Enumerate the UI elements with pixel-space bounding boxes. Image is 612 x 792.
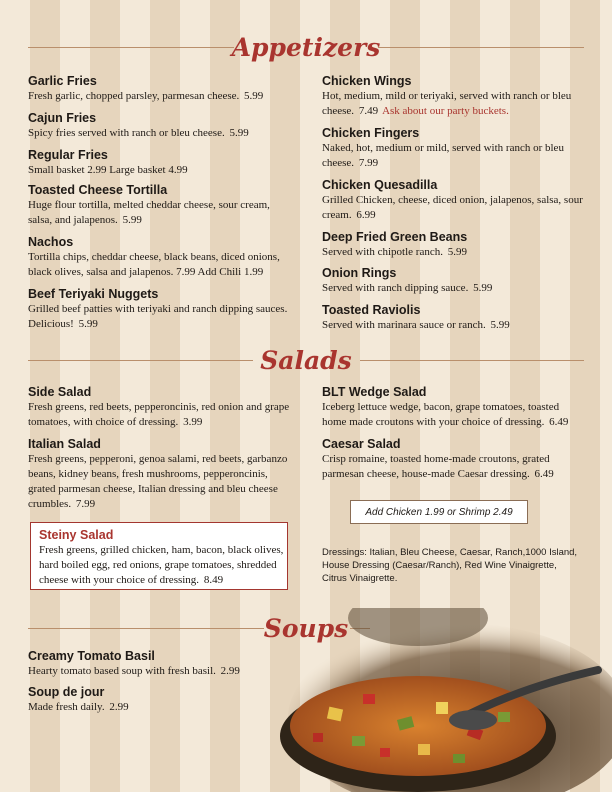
section-title-appetizers: Appetizers [231, 33, 381, 62]
menu-item [28, 234, 288, 280]
menu-item [322, 229, 584, 260]
item-desc: Hearty tomato based soup with fresh basil. 2.99 [28, 665, 240, 677]
menu-item [322, 436, 584, 482]
item-name: Beef Teriyaki Nuggets [28, 287, 159, 301]
item-name: Cajun Fries [28, 111, 97, 125]
item-desc: Spicy fries served with ranch or bleu cheese. 5.99 [28, 127, 249, 139]
featured-salad-box [30, 522, 288, 590]
salads-header [0, 346, 612, 376]
menu-item [28, 73, 288, 104]
item-desc: Fresh greens, grilled chicken, ham, bacon, black olives, hard boiled egg, red onions, grape tomatoes, shredded cheese with your choice of dressing. 8.49 [39, 544, 284, 586]
menu-item [322, 73, 584, 119]
soup-bowl-photo [268, 608, 612, 792]
item-desc: Fresh garlic, chopped parsley, parmesan cheese. 5.99 [28, 90, 264, 102]
appetizers-header [0, 33, 612, 63]
menu-item [322, 125, 584, 171]
menu-item [28, 436, 290, 512]
menu-item [28, 648, 288, 679]
menu-item [322, 177, 584, 223]
menu-item [28, 384, 290, 430]
item-desc: Huge flour tortilla, melted cheddar cheese, sour cream, salsa, and jalapenos. 5.99 [28, 199, 270, 226]
item-name: Soup de jour [28, 685, 105, 699]
item-name: Garlic Fries [28, 74, 97, 88]
add-protein-box: Add Chicken 1.99 or Shrimp 2.49 [350, 500, 528, 524]
party-bucket-note: Ask about our party buckets. [382, 105, 509, 117]
item-desc: Tortilla chips, cheddar cheese, black beans, diced onions, black olives, salsa and jalapenos. 7.99 Add Chili 1.99 [28, 251, 280, 278]
menu-item [28, 147, 288, 178]
menu-item [28, 286, 288, 332]
menu-item [322, 384, 584, 430]
item-name: Steiny Salad [39, 528, 114, 542]
item-desc: Crisp romaine, toasted home-made croutons, grated parmesan cheese, house-made Caesar dressing. 6.49 [322, 453, 554, 480]
menu-item [322, 302, 584, 333]
item-name: BLT Wedge Salad [322, 385, 427, 399]
item-desc: Small basket 2.99 Large basket 4.99 [28, 164, 188, 176]
item-desc: Served with chipotle ranch. 5.99 [322, 246, 467, 258]
section-title-soups: Soups [263, 614, 349, 643]
item-name: Chicken Quesadilla [322, 178, 438, 192]
menu-item [28, 684, 288, 715]
item-name: Chicken Fingers [322, 126, 420, 140]
item-name: Creamy Tomato Basil [28, 649, 155, 663]
item-name: Chicken Wings [322, 74, 412, 88]
item-name: Deep Fried Green Beans [322, 230, 468, 244]
item-name: Toasted Cheese Tortilla [28, 183, 168, 197]
item-name: Onion Rings [322, 266, 397, 280]
item-desc: Iceberg lettuce wedge, bacon, grape tomatoes, toasted home made croutons with your choice of dressing. 6.49 [322, 401, 569, 428]
item-desc: Served with marinara sauce or ranch. 5.99 [322, 319, 510, 331]
item-desc: Grilled Chicken, cheese, diced onion, jalapenos, salsa, sour cream. 6.99 [322, 194, 583, 221]
item-desc: Served with ranch dipping sauce. 5.99 [322, 282, 493, 294]
item-name: Side Salad [28, 385, 92, 399]
section-title-salads: Salads [260, 346, 352, 375]
dressing-list: Dressings: Italian, Bleu Cheese, Caesar, Ranch,1000 Island, House Dressing (Caesar/Ranch), Red Wine Vinaigrette, Citrus Vinaigrette. [322, 547, 578, 584]
item-desc: Grilled beef patties with teriyaki and ranch dipping sauces. Delicious! 5.99 [28, 303, 288, 330]
item-name: Nachos [28, 235, 74, 249]
item-desc: Naked, hot, medium or mild, served with ranch or bleu cheese. 7.99 [322, 142, 564, 169]
item-desc: Fresh greens, pepperoni, genoa salami, red beets, garbanzo beans, kidney beans, fresh mushrooms, pepperoncinis, grated parmesan cheese, Italian dressing and bleu cheese crumbles. 7.99 [28, 453, 288, 510]
item-desc: Made fresh daily. 2.99 [28, 701, 129, 713]
item-name: Caesar Salad [322, 437, 401, 451]
item-desc: Fresh greens, red beets, pepperoncinis, red onion and grape tomatoes, with choice of dressing. 3.99 [28, 401, 290, 428]
menu-item [28, 110, 288, 141]
item-name: Toasted Raviolis [322, 303, 421, 317]
menu-item [28, 182, 288, 228]
item-name: Regular Fries [28, 148, 108, 162]
item-desc: Hot, medium, mild or teriyaki, served with ranch or bleu cheese. 7.49 Ask about our party buckets. [322, 90, 572, 117]
item-name: Italian Salad [28, 437, 101, 451]
menu-item [322, 265, 584, 296]
